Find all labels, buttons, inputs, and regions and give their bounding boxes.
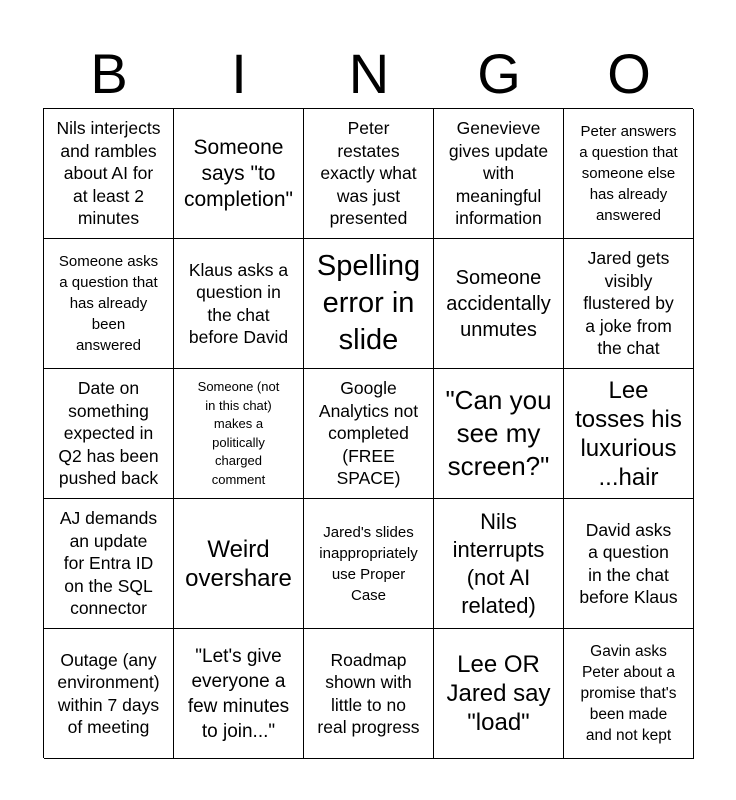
bingo-cell[interactable] <box>434 109 564 239</box>
bingo-card-grid <box>43 108 693 758</box>
header-letter-o: O <box>607 42 651 105</box>
bingo-cell[interactable] <box>304 369 434 499</box>
bingo-cell-text: Nils interjects and rambles about AI for at least 2 minutes <box>56 118 161 229</box>
bingo-cell-text: Spelling error in slide <box>316 250 421 356</box>
header-letter-b: B <box>90 42 128 105</box>
bingo-cell-text: AJ demands an update for Entra ID on the SQL connector <box>59 508 158 619</box>
bingo-cell-text: Lee OR Jared say "load" <box>446 651 551 736</box>
bingo-cell[interactable] <box>434 629 564 759</box>
bingo-cell-text: Peter answers a question that someone else has already answered <box>579 123 678 224</box>
bingo-cell[interactable] <box>304 109 434 239</box>
bingo-cell-text: Klaus asks a question in the chat before David <box>188 259 289 347</box>
bingo-cell-text: Nils interrupts (not AI related) <box>452 508 545 618</box>
header-letter-i: I <box>231 42 247 105</box>
bingo-cell-text: Someone accidentally unmutes <box>446 266 551 341</box>
bingo-cell-text: "Let's give everyone a few minutes to join..." <box>187 645 290 742</box>
bingo-cell[interactable] <box>304 499 434 629</box>
bingo-cell[interactable] <box>564 369 694 499</box>
bingo-cell[interactable] <box>44 239 174 369</box>
bingo-cell-text: Jared gets visibly flustered by a joke from the chat <box>583 248 674 359</box>
bingo-cell[interactable] <box>174 369 304 499</box>
bingo-cell[interactable] <box>564 239 694 369</box>
bingo-cell[interactable] <box>174 499 304 629</box>
header-letter-n: N <box>348 42 390 105</box>
bingo-cell-text: David asks a question in the chat before Klaus <box>579 519 678 607</box>
bingo-cell[interactable] <box>564 109 694 239</box>
bingo-cell-text: Peter restates exactly what was just presented <box>320 118 417 229</box>
bingo-cell[interactable] <box>434 499 564 629</box>
bingo-cell[interactable] <box>304 239 434 369</box>
bingo-cell-text: Roadmap shown with little to no real progress <box>317 649 420 737</box>
bingo-cell-text: Jared's slides inappropriately use Proper Case <box>319 523 418 604</box>
bingo-cell[interactable] <box>44 629 174 759</box>
bingo-cell-text: Genevieve gives update with meaningful information <box>448 118 549 229</box>
bingo-cell-text: Gavin asks Peter about a promise that's been made and not kept <box>580 643 677 744</box>
bingo-cell-text: Lee tosses his luxurious ...hair <box>575 376 682 491</box>
bingo-cell[interactable] <box>434 369 564 499</box>
bingo-cell-text: Google Analytics not completed (FREE SPACE) <box>318 378 419 489</box>
bingo-cell[interactable] <box>174 239 304 369</box>
bingo-cell[interactable] <box>44 369 174 499</box>
bingo-cell[interactable] <box>44 109 174 239</box>
bingo-cell-text: Date on something expected in Q2 has been pushed back <box>58 378 159 489</box>
bingo-cell-text: Someone says "to completion" <box>183 135 293 211</box>
bingo-cell[interactable] <box>564 499 694 629</box>
bingo-cell-text: Someone asks a question that has already been answered <box>58 253 159 354</box>
bingo-cell[interactable] <box>304 629 434 759</box>
header-letter-g: G <box>477 42 521 105</box>
bingo-header <box>44 42 694 106</box>
bingo-cell[interactable] <box>174 629 304 759</box>
bingo-cell[interactable] <box>564 629 694 759</box>
bingo-cell[interactable] <box>44 499 174 629</box>
bingo-cell-text: Weird overshare <box>185 535 292 592</box>
bingo-cell[interactable] <box>174 109 304 239</box>
bingo-cell-text: "Can you see my screen?" <box>445 385 552 481</box>
bingo-cell[interactable] <box>434 239 564 369</box>
bingo-cell-text: Outage (any environment) within 7 days of meeting <box>57 649 160 737</box>
bingo-cell-text: Someone (not in this chat) makes a politically charged comment <box>197 379 280 487</box>
